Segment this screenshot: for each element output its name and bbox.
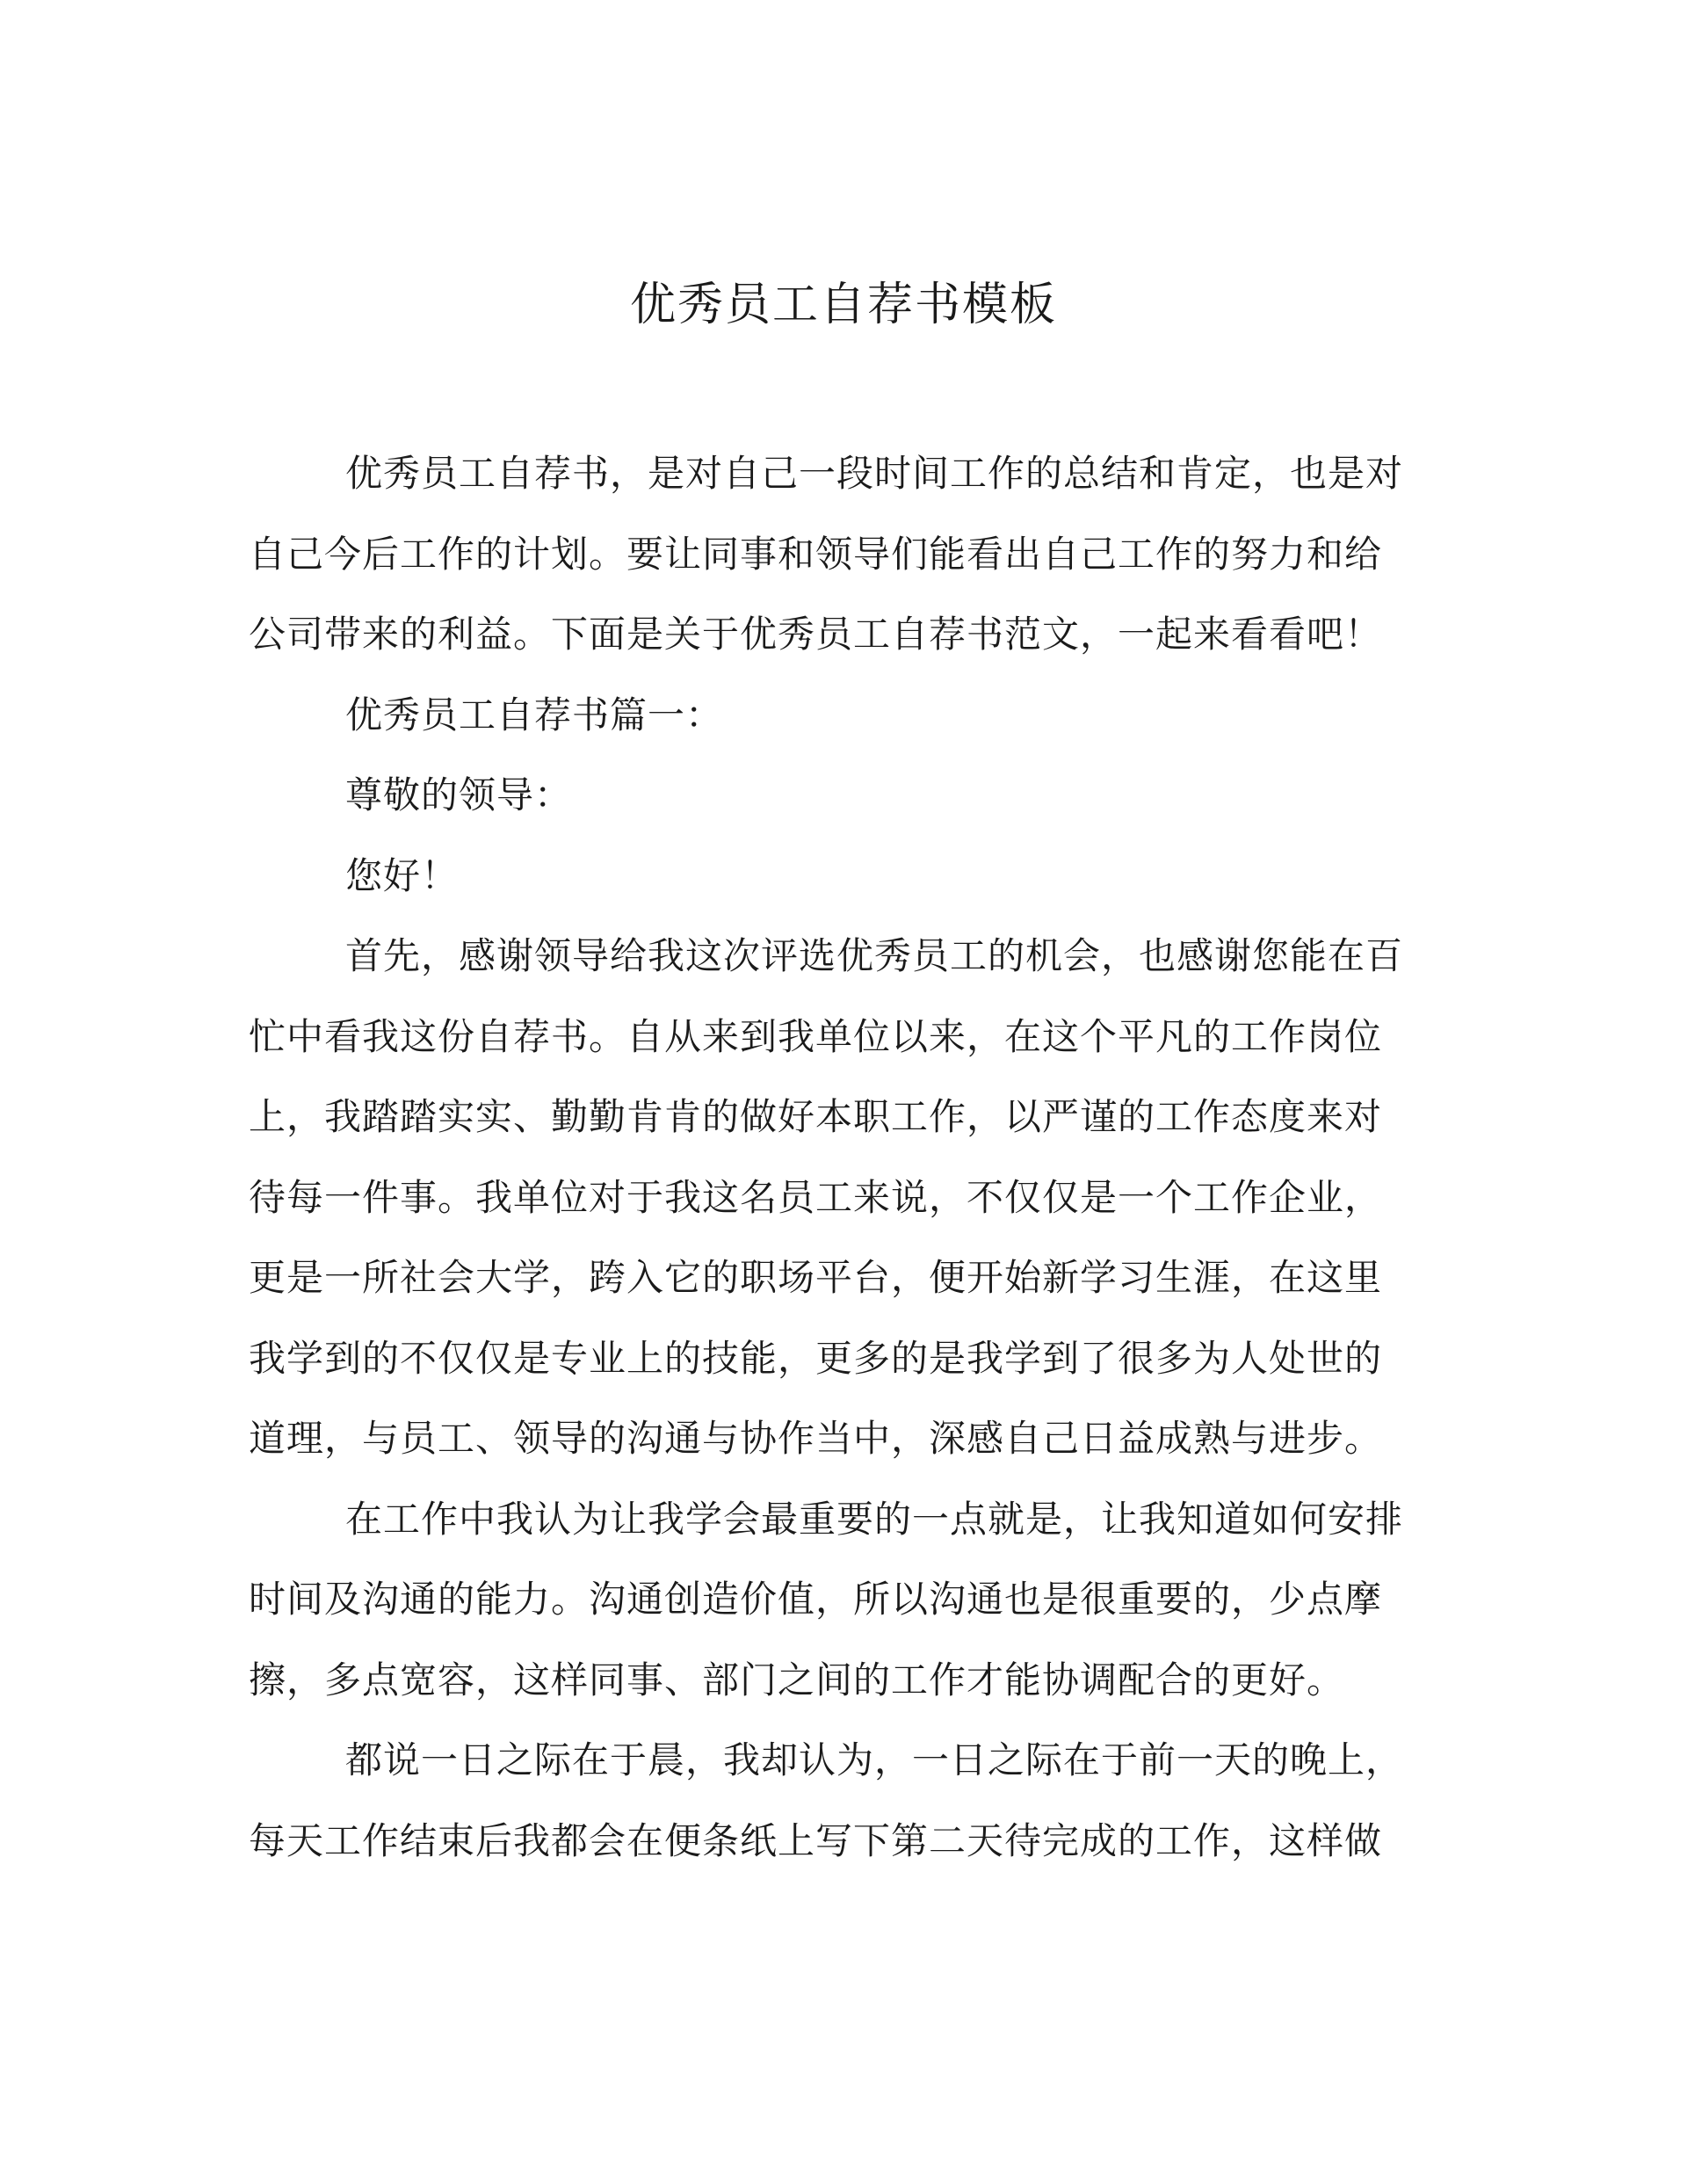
paragraph-planning <box>249 1720 1426 1881</box>
text-line: 待每一件事。我单位对于我这名员工来说，不仅仅是一个工作企业， <box>249 1175 1383 1219</box>
paragraph-section-heading <box>249 675 1426 756</box>
text-line: 时间及沟通的能力。沟通创造价值，所以沟通也是很重要的，少点摩 <box>249 1578 1383 1621</box>
text-line: 在工作中我认为让我学会最重要的一点就是，让我知道如何安排 <box>345 1497 1404 1541</box>
text-line: 优秀员工自荐书，是对自己一段时间工作的总结和肯定，也是对 <box>345 452 1404 495</box>
text-line: 擦，多点宽容，这样同事、部门之间的工作才能协调配合的更好。 <box>249 1658 1345 1701</box>
text-line: 优秀员工自荐书篇一： <box>345 693 724 736</box>
paragraph-salutation <box>249 755 1426 836</box>
text-line: 我学到的不仅仅是专业上的技能，更多的是我学到了很多为人处世的 <box>249 1336 1383 1380</box>
document-body <box>249 433 1426 1881</box>
text-line: 尊敬的领导： <box>345 773 573 816</box>
text-line: 公司带来的利益。下面是关于优秀员工自荐书范文，一起来看看吧！ <box>249 613 1383 656</box>
text-line: 道理，与员工、领导的沟通与协作当中，深感自己日益成熟与进步。 <box>249 1417 1383 1460</box>
text-line: 首先，感谢领导给我这次评选优秀员工的机会，也感谢您能在百 <box>345 934 1404 977</box>
document-title: 优秀员工自荐书模板 <box>629 279 1057 331</box>
paragraph-intro <box>249 433 1426 675</box>
paragraph-thanks <box>249 916 1426 1479</box>
paragraph-greeting <box>249 836 1426 917</box>
paragraph-communication <box>249 1479 1426 1721</box>
text-line: 每天工作结束后我都会在便条纸上写下第二天待完成的工作，这样做 <box>249 1818 1383 1862</box>
text-line: 忙中看我这份自荐书。自从来到我单位以来，在这个平凡的工作岗位 <box>249 1014 1383 1058</box>
text-line: 更是一所社会大学，跨入它的职场平台，便开始新学习生涯，在这里 <box>249 1256 1383 1299</box>
text-line: 您好！ <box>345 853 460 897</box>
text-line: 都说一日之际在于晨，我却认为，一日之际在于前一天的晚上， <box>345 1738 1404 1781</box>
text-line: 上，我踏踏实实、勤勤肯肯的做好本职工作，以严谨的工作态度来对 <box>249 1095 1383 1138</box>
text-line: 自己今后工作的计划。要让同事和领导们能看出自己工作的努力和给 <box>249 532 1383 576</box>
